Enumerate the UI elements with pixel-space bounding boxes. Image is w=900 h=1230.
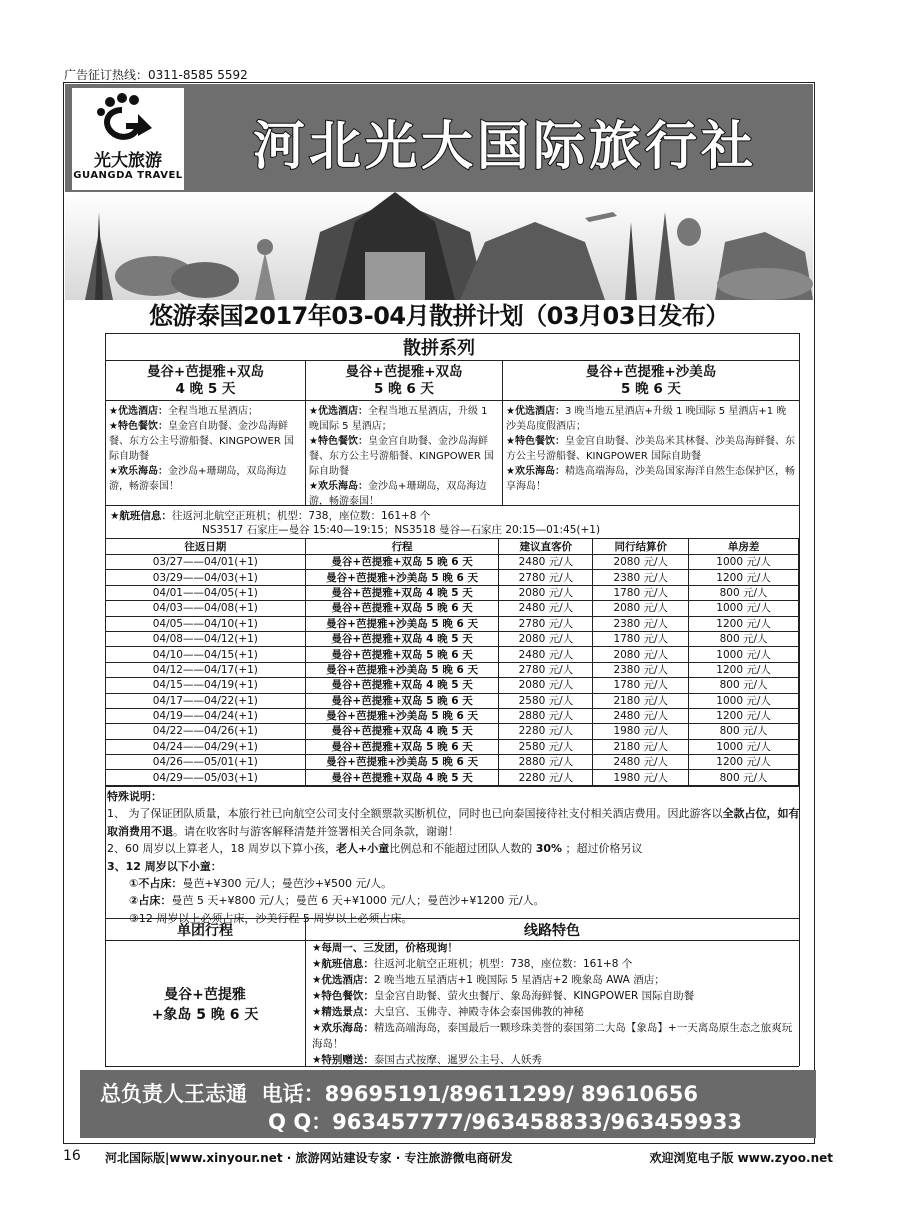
package-1-route: 曼谷+芭提雅+双岛 xyxy=(146,364,265,380)
row-agent-price: 1780 元/人 xyxy=(593,631,689,646)
schedule-row xyxy=(106,739,799,754)
row-retail-price: 2780 元/人 xyxy=(499,616,593,631)
package-2-duration: 5 晚 6 天 xyxy=(374,381,434,397)
row-agent-price: 1780 元/人 xyxy=(593,585,689,600)
row-retail-price: 2080 元/人 xyxy=(499,678,593,693)
note-1: 1、 为了保证团队质量，本旅行社已向航空公司支付全额票款买断机位，同时也已向泰国接待社支付相关酒店费用。因此游客以全款占位，如有取消费用不退。请在收客时与游客解释清楚并签署相关合同条款，谢谢！ xyxy=(107,807,800,838)
schedule-row xyxy=(106,755,799,770)
row-agent-price: 2380 元/人 xyxy=(593,616,689,631)
solo-feature-item: ★航班信息：往返河北航空正班机；机型：738，座位数：161+8 个 xyxy=(312,958,633,970)
logo-english-name: GUANGDA TRAVEL xyxy=(73,170,183,181)
header-single-supplement: 单房差 xyxy=(689,539,799,555)
row-dates: 04/29——05/03(+1) xyxy=(106,770,306,785)
solo-route-line-1: 曼谷+芭提雅 xyxy=(164,987,246,1003)
schedule-row xyxy=(106,647,799,662)
schedule-row xyxy=(106,770,799,785)
row-route: 曼谷+芭提雅+双岛 4 晚 5 天 xyxy=(305,770,499,785)
row-dates: 03/29——04/03(+1) xyxy=(106,570,306,585)
row-agent-price: 2080 元/人 xyxy=(593,601,689,616)
note-3: 3、12 周岁以下小童： xyxy=(107,859,222,873)
row-dates: 04/05——04/10(+1) xyxy=(106,616,306,631)
package-3-route: 曼谷+芭提雅+沙美岛 xyxy=(585,364,717,380)
row-retail-price: 2480 元/人 xyxy=(499,647,593,662)
note-3a: ①不占床：曼芭+¥300 元/人；曼芭沙+¥500 元/人。 xyxy=(129,877,393,891)
schedule-row xyxy=(106,693,799,708)
row-dates: 04/10——04/15(+1) xyxy=(106,647,306,662)
package-3-title xyxy=(503,364,799,398)
row-single-supplement: 1000 元/人 xyxy=(689,693,799,708)
flight-label: ★航班信息： xyxy=(110,510,172,522)
row-single-supplement: 1000 元/人 xyxy=(689,601,799,616)
footer-site-info: 河北国际版|www.xinyour.net · 旅游网站建设专家 · 专注旅游微电商研发 xyxy=(105,1151,513,1165)
row-single-supplement: 1200 元/人 xyxy=(689,662,799,677)
divider xyxy=(305,918,306,1066)
header-dates: 往返日期 xyxy=(106,539,306,555)
row-route: 曼谷+芭提雅+双岛 5 晚 6 天 xyxy=(305,601,499,616)
schedule-row xyxy=(106,555,799,570)
row-agent-price: 1980 元/人 xyxy=(593,724,689,739)
schedule-row xyxy=(106,708,799,723)
package-3-hotel: ★优选酒店：3 晚当地五星酒店+升级 1 晚国际 5 星酒店+1 晚沙美岛度假酒店； xyxy=(506,406,787,432)
package-1-hotel: ★优选酒店：全程当地五星酒店； xyxy=(109,406,258,417)
row-retail-price: 2280 元/人 xyxy=(499,770,593,785)
row-retail-price: 2080 元/人 xyxy=(499,585,593,600)
package-3-meals: ★特色餐饮：皇金宫自助餐、沙美岛米其林餐、沙美岛海鲜餐、东方公主号游船餐、KINGPOWER 国际自助餐 xyxy=(506,436,795,462)
row-retail-price: 2080 元/人 xyxy=(499,631,593,646)
package-2-route: 曼谷+芭提雅+双岛 xyxy=(345,364,463,380)
package-3-duration: 5 晚 6 天 xyxy=(621,381,681,397)
row-retail-price: 2880 元/人 xyxy=(499,708,593,723)
package-1-duration: 4 晚 5 天 xyxy=(175,381,236,397)
header-route: 行程 xyxy=(305,539,499,555)
row-retail-price: 2480 元/人 xyxy=(499,555,593,570)
solo-feature-item: ★优选酒店：2 晚当地五星酒店+1 晚国际 5 星酒店+2 晚象岛 AWA 酒店； xyxy=(312,974,665,986)
package-3-details xyxy=(506,404,796,494)
package-1-details xyxy=(109,404,301,494)
row-agent-price: 2080 元/人 xyxy=(593,555,689,570)
schedule-header-row xyxy=(106,539,799,555)
schedule-row xyxy=(106,585,799,600)
row-dates: 04/24——04/29(+1) xyxy=(106,739,306,754)
note-3b: ②占床：曼芭 5 天+¥800 元/人；曼芭 6 天+¥1000 元/人；曼芭沙+¥1200 元/人。 xyxy=(129,894,545,908)
row-single-supplement: 800 元/人 xyxy=(689,678,799,693)
solo-tour-heading: 单团行程 xyxy=(177,923,233,939)
row-route: 曼谷+芭提雅+双岛 4 晚 5 天 xyxy=(305,585,499,600)
solo-feature-item: ★欢乐海岛：精选高端海岛，泰国最后一颗珍珠美誉的泰国第二大岛【象岛】+一天离岛原生态之旅爽玩海岛！ xyxy=(312,1022,793,1050)
special-notes xyxy=(107,788,803,927)
row-route: 曼谷+芭提雅+沙美岛 5 晚 6 天 xyxy=(305,755,499,770)
solo-tour-route xyxy=(105,985,305,1025)
row-agent-price: 1780 元/人 xyxy=(593,678,689,693)
row-single-supplement: 1200 元/人 xyxy=(689,570,799,585)
schedule-row xyxy=(106,724,799,739)
row-route: 曼谷+芭提雅+双岛 5 晚 6 天 xyxy=(305,647,499,662)
note-3c: ③12 周岁以上必须占床，沙美行程 5 周岁以上必须占床。 xyxy=(129,911,413,925)
row-dates: 04/03——04/08(+1) xyxy=(106,601,306,616)
package-1-meals: ★特色餐饮：皇金宫自助餐、金沙岛海鲜餐、东方公主号游船餐、KINGPOWER 国际自助餐 xyxy=(109,421,294,462)
thailand-banner-illustration xyxy=(65,192,813,300)
package-3-islands: ★欢乐海岛：精选高端海岛，沙美岛国家海洋自然生态保护区，畅享海岛！ xyxy=(506,466,795,492)
agency-logo xyxy=(72,88,184,190)
flight-line-1: 往返河北航空正班机；机型：738，座位数：161+8 个 xyxy=(171,510,431,522)
row-dates: 04/15——04/19(+1) xyxy=(106,678,306,693)
row-route: 曼谷+芭提雅+沙美岛 5 晚 6 天 xyxy=(305,662,499,677)
package-2-islands: ★欢乐海岛：金沙岛+珊瑚岛，双岛海边游，畅游泰国！ xyxy=(309,481,487,507)
row-single-supplement: 800 元/人 xyxy=(689,631,799,646)
row-single-supplement: 1000 元/人 xyxy=(689,647,799,662)
footprint-logo-icon xyxy=(92,92,162,144)
row-single-supplement: 800 元/人 xyxy=(689,585,799,600)
row-retail-price: 2280 元/人 xyxy=(499,724,593,739)
row-agent-price: 2380 元/人 xyxy=(593,570,689,585)
row-dates: 04/01——04/05(+1) xyxy=(106,585,306,600)
flight-line-2: NS3517 石家庄—曼谷 15:40—19:15；NS3518 曼谷—石家庄 20:15—01:45(+1) xyxy=(202,524,601,536)
row-agent-price: 1980 元/人 xyxy=(593,770,689,785)
row-retail-price: 2780 元/人 xyxy=(499,570,593,585)
row-retail-price: 2580 元/人 xyxy=(499,739,593,754)
row-route: 曼谷+芭提雅+双岛 4 晚 5 天 xyxy=(305,724,499,739)
row-retail-price: 2880 元/人 xyxy=(499,755,593,770)
row-retail-price: 2780 元/人 xyxy=(499,662,593,677)
page-number: 16 xyxy=(63,1148,81,1164)
package-2-meals: ★特色餐饮：皇金宫自助餐、金沙岛海鲜餐、东方公主号游船餐、KINGPOWER 国际自助餐 xyxy=(309,436,494,477)
schedule-table xyxy=(105,538,799,786)
row-route: 曼谷+芭提雅+双岛 5 晚 6 天 xyxy=(305,555,499,570)
row-route: 曼谷+芭提雅+双岛 4 晚 5 天 xyxy=(305,631,499,646)
row-agent-price: 2180 元/人 xyxy=(593,693,689,708)
contact-bar xyxy=(80,1070,816,1138)
row-route: 曼谷+芭提雅+沙美岛 5 晚 6 天 xyxy=(305,570,499,585)
divider xyxy=(105,918,799,919)
schedule-row xyxy=(106,601,799,616)
logo-chinese-name: 光大旅游 xyxy=(94,151,162,171)
package-1-title xyxy=(106,364,305,398)
row-single-supplement: 1000 元/人 xyxy=(689,739,799,754)
header-agent-price: 同行结算价 xyxy=(593,539,689,555)
row-dates: 04/22——04/26(+1) xyxy=(106,724,306,739)
row-route: 曼谷+芭提雅+沙美岛 5 晚 6 天 xyxy=(305,616,499,631)
row-single-supplement: 800 元/人 xyxy=(689,770,799,785)
package-2-hotel: ★优选酒店：全程当地五星酒店，升级 1 晚国际 5 星酒店； xyxy=(309,406,488,432)
divider xyxy=(105,360,799,361)
main-title: 悠游泰国2017年03-04月散拼计划（03月03日发布） xyxy=(149,302,729,330)
row-agent-price: 2480 元/人 xyxy=(593,755,689,770)
row-dates: 04/26——05/01(+1) xyxy=(106,755,306,770)
note-2: 2、60 周岁以上算老人，18 周岁以下算小孩，老人+小童比例总和不能超过团队人数的 30% ；超过价格另议 xyxy=(107,842,643,856)
solo-feature-item: ★每周一、三发团，价格现询！ xyxy=(312,942,458,954)
route-features-heading: 线路特色 xyxy=(524,923,580,939)
divider xyxy=(105,786,799,787)
row-single-supplement: 800 元/人 xyxy=(689,724,799,739)
row-single-supplement: 1000 元/人 xyxy=(689,555,799,570)
schedule-row xyxy=(106,570,799,585)
row-route: 曼谷+芭提雅+双岛 5 晚 6 天 xyxy=(305,693,499,708)
schedule-row xyxy=(106,631,799,646)
schedule-row xyxy=(106,662,799,677)
row-agent-price: 2180 元/人 xyxy=(593,739,689,754)
flight-info xyxy=(110,509,800,537)
contact-qq: Q Q：963457777/963458833/963459933 xyxy=(100,1110,743,1134)
schedule-row xyxy=(106,616,799,631)
row-dates: 04/08——04/12(+1) xyxy=(106,631,306,646)
section-title: 散拼系列 xyxy=(403,338,475,359)
row-single-supplement: 1200 元/人 xyxy=(689,616,799,631)
schedule-row xyxy=(106,678,799,693)
ad-hotline: 广告征订热线：0311-8585 5592 xyxy=(64,68,248,82)
package-2-details xyxy=(309,404,499,509)
divider xyxy=(105,400,799,401)
row-route: 曼谷+芭提雅+双岛 4 晚 5 天 xyxy=(305,678,499,693)
row-single-supplement: 1200 元/人 xyxy=(689,708,799,723)
row-dates: 03/27——04/01(+1) xyxy=(106,555,306,570)
notes-title: 特殊说明： xyxy=(107,790,162,803)
row-retail-price: 2580 元/人 xyxy=(499,693,593,708)
row-agent-price: 2480 元/人 xyxy=(593,708,689,723)
solo-route-line-2: +象岛 5 晚 6 天 xyxy=(151,1007,259,1023)
row-retail-price: 2480 元/人 xyxy=(499,601,593,616)
package-2-title xyxy=(306,364,502,398)
footer-e-edition-link[interactable]: 欢迎浏览电子版 www.zyoo.net xyxy=(649,1151,833,1165)
solo-feature-item: ★特色餐饮：皇金宫自助餐、萤火虫餐厅、象岛海鲜餐、KINGPOWER 国际自助餐 xyxy=(312,990,695,1002)
solo-feature-item: ★特别赠送：泰国古式按摩、暹罗公主号、人妖秀 xyxy=(312,1054,542,1066)
contact-phone: 总负责人王志通 电话：89695191/89611299/ 89610656 xyxy=(100,1082,698,1106)
row-route: 曼谷+芭提雅+双岛 5 晚 6 天 xyxy=(305,739,499,754)
row-dates: 04/17——04/22(+1) xyxy=(106,693,306,708)
row-dates: 04/19——04/24(+1) xyxy=(106,708,306,723)
agency-name: 河北光大国际旅行社 xyxy=(252,117,757,177)
row-agent-price: 2380 元/人 xyxy=(593,662,689,677)
package-1-islands: ★欢乐海岛：金沙岛+珊瑚岛，双岛海边游，畅游泰国！ xyxy=(109,466,287,492)
row-dates: 04/12——04/17(+1) xyxy=(106,662,306,677)
row-route: 曼谷+芭提雅+沙美岛 5 晚 6 天 xyxy=(305,708,499,723)
header-retail-price: 建议直客价 xyxy=(499,539,593,555)
row-single-supplement: 1200 元/人 xyxy=(689,755,799,770)
solo-tour-features xyxy=(312,940,800,1068)
solo-feature-item: ★精选景点：大皇宫、玉佛寺、神殿寺体会泰国佛教的神秘 xyxy=(312,1006,584,1018)
row-agent-price: 2080 元/人 xyxy=(593,647,689,662)
